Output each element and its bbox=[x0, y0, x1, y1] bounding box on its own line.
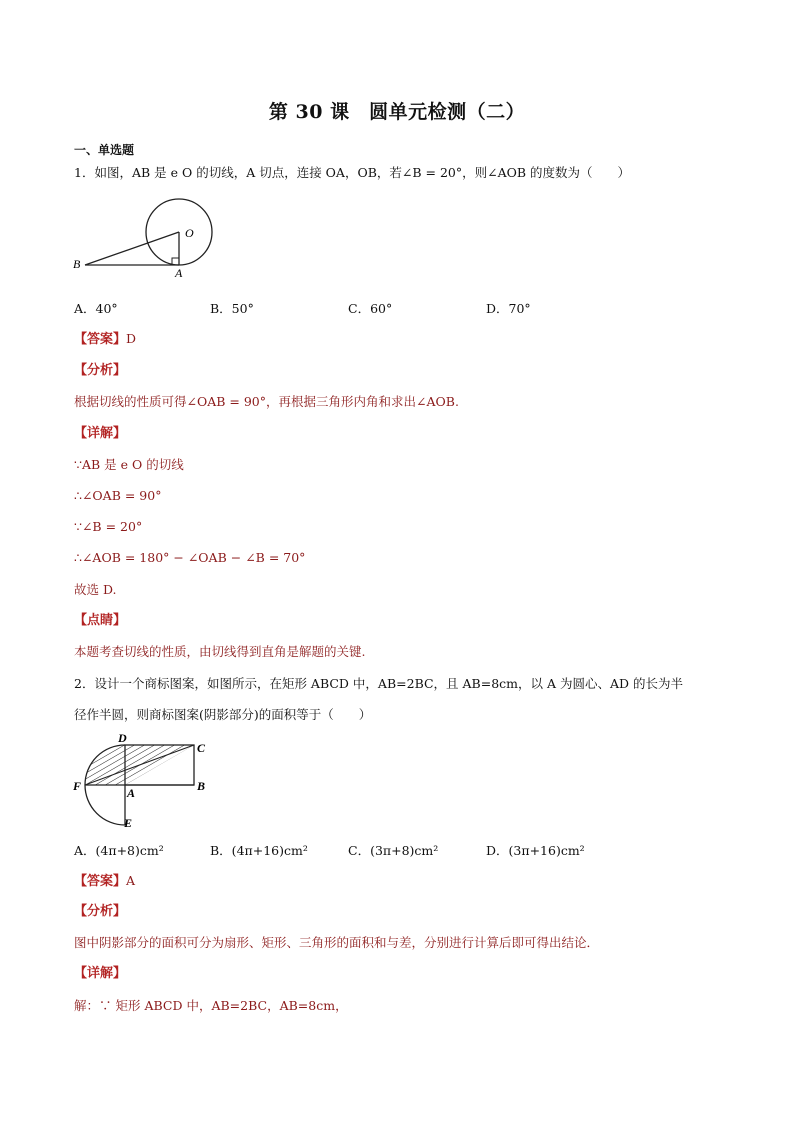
q2-label-e: E bbox=[124, 816, 133, 830]
q1-detail-line: ∵∠B = 20° bbox=[74, 519, 143, 534]
q2-answer-tag: 【答案】 bbox=[74, 874, 127, 889]
q1-comment: 本题考查切线的性质，由切线得到直角是解题的关键. bbox=[74, 644, 366, 659]
page-title: 第 30 课 圆单元检测（二） bbox=[268, 101, 526, 123]
q2-arc-lower bbox=[85, 785, 125, 825]
q1-detail-tag: 【详解】 bbox=[74, 426, 127, 441]
q2-label-f: F bbox=[73, 779, 82, 793]
q1-stem: 1．如图，AB 是 e O 的切线，A 切点，连接 OA，OB，若∠B = 20°，则∠AOB 的度数为（ ） bbox=[74, 165, 631, 180]
q1-comment-tag: 【点睛】 bbox=[74, 613, 127, 628]
q2-answer-line bbox=[74, 873, 135, 890]
q2-label-c: C bbox=[197, 741, 206, 755]
q1-answer: D bbox=[126, 331, 137, 346]
q2-detail-line: 解：∵ 矩形 ABCD 中，AB=2BC，AB=8cm， bbox=[74, 998, 348, 1013]
q1-line-bo bbox=[85, 232, 179, 265]
q1-analysis-tag: 【分析】 bbox=[74, 363, 127, 378]
q1-label-o: O bbox=[185, 226, 194, 240]
q2-label-d: D bbox=[118, 731, 127, 745]
q2-option-a: A．(4π+8)cm² bbox=[74, 843, 164, 858]
q1-analysis: 根据切线的性质可得∠OAB = 90°，再根据三角形内角和求出∠AOB. bbox=[74, 394, 459, 409]
q2-answer: A bbox=[126, 873, 136, 888]
q1-option-b: B．50° bbox=[210, 301, 254, 316]
q1-detail-line: 故选 D. bbox=[74, 582, 117, 597]
q1-option-d: D．70° bbox=[486, 301, 531, 316]
q1-answer-tag: 【答案】 bbox=[74, 332, 127, 347]
q1-detail-line: ∵AB 是 e O 的切线 bbox=[74, 457, 184, 472]
q2-option-d: D．(3π+16)cm² bbox=[486, 843, 585, 858]
section-heading: 一、单选题 bbox=[74, 143, 135, 157]
q1-detail-line: ∴∠OAB = 90° bbox=[74, 488, 162, 503]
q2-option-b: B．(4π+16)cm² bbox=[210, 843, 308, 858]
q2-stem-line-1: 2．设计一个商标图案，如图所示，在矩形 ABCD 中，AB=2BC，且 AB=8cm，以 A 为圆心、AD 的长为半 bbox=[74, 676, 684, 691]
q1-answer-line bbox=[74, 331, 136, 348]
q2-analysis: 图中阴影部分的面积可分为扇形、矩形、三角形的面积和与差，分别进行计算后即可得出结论． bbox=[74, 935, 600, 950]
q1-option-a: A．40° bbox=[74, 301, 118, 316]
q2-detail-tag: 【详解】 bbox=[74, 966, 127, 981]
q1-label-b: B bbox=[73, 257, 81, 271]
q2-label-b: B bbox=[197, 779, 206, 793]
q2-option-c: C．(3π+8)cm² bbox=[348, 843, 439, 858]
q1-option-c: C．60° bbox=[348, 301, 393, 316]
q2-stem-line-2: 径作半圆，则商标图案(阴影部分)的面积等于（ ） bbox=[74, 707, 372, 722]
q1-detail-line: ∴∠AOB = 180° − ∠OAB − ∠B = 70° bbox=[74, 550, 306, 565]
q2-label-a: A bbox=[127, 786, 136, 800]
q2-figure bbox=[70, 730, 220, 835]
q1-label-a: A bbox=[175, 266, 183, 280]
q2-analysis-tag: 【分析】 bbox=[74, 904, 127, 919]
q1-figure bbox=[70, 195, 230, 285]
